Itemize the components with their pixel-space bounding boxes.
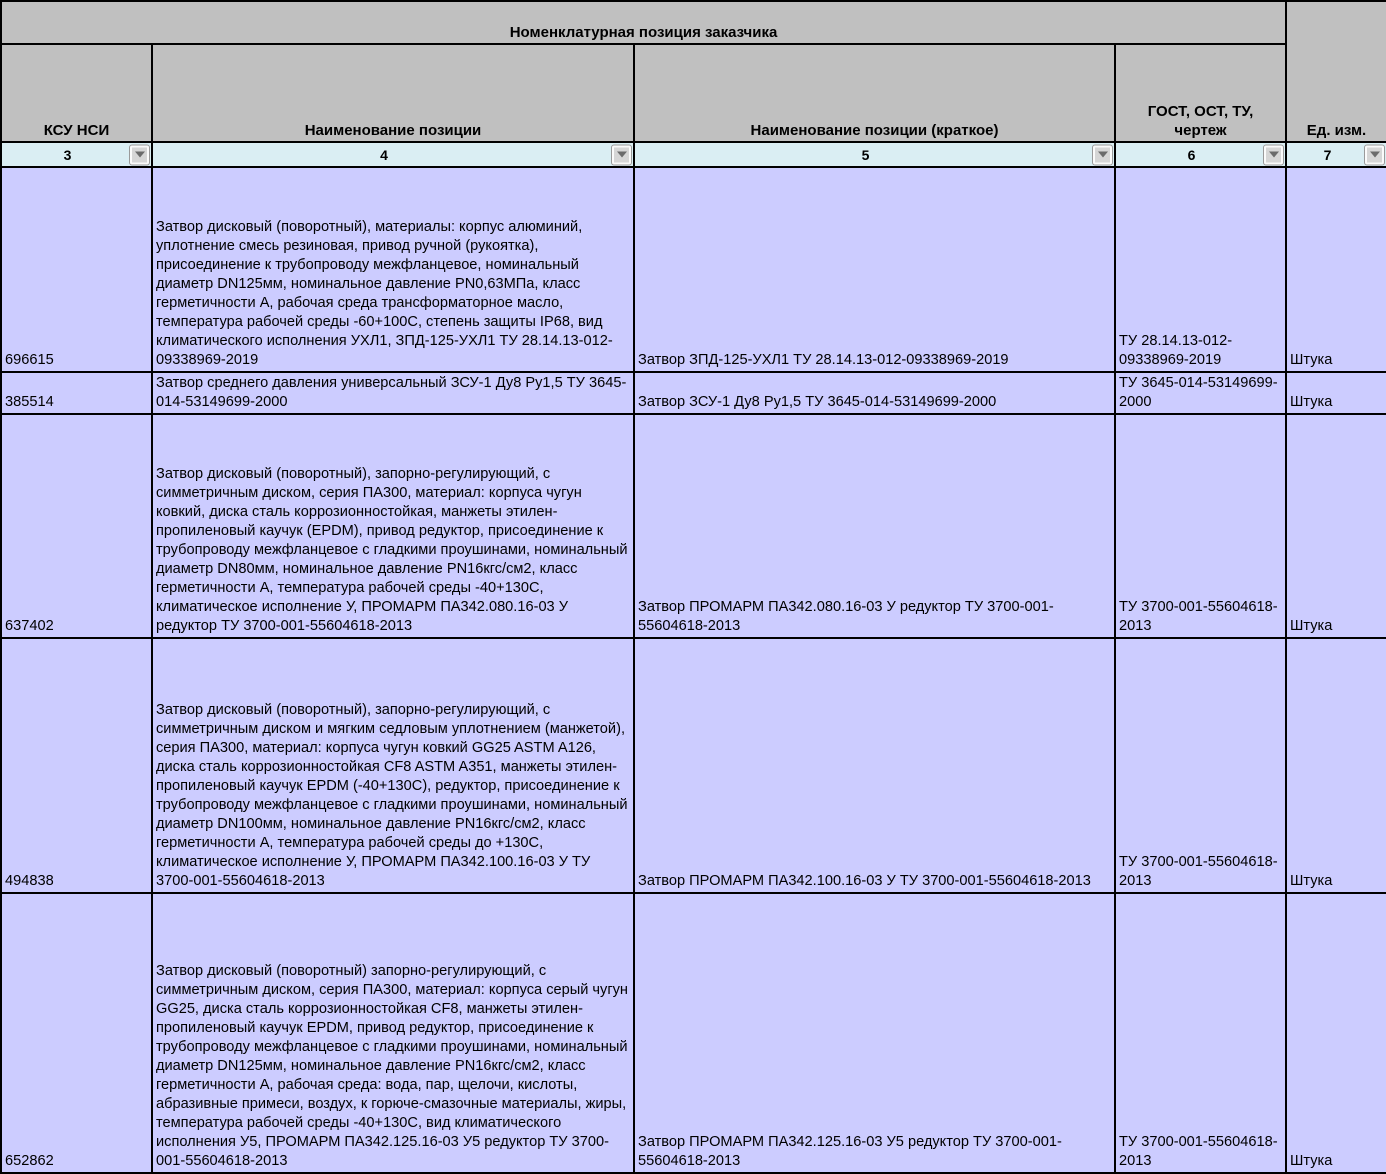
cell-gost[interactable]: ТУ 3700-001-55604618-2013 xyxy=(1115,638,1286,893)
col-header-short-name: Наименование позиции (краткое) xyxy=(634,44,1115,142)
filter-number: 3 xyxy=(63,146,72,163)
cell-unit[interactable]: Штука xyxy=(1286,372,1386,414)
table-row xyxy=(1,372,1386,414)
cell-unit[interactable]: Штука xyxy=(1286,414,1386,638)
cell-code[interactable]: 494838 xyxy=(1,638,152,893)
merged-header-cell: Номенклатурная позиция заказчика xyxy=(1,1,1286,44)
cell-name[interactable]: Затвор среднего давления универсальный ЗСУ-1 Ду8 Ру1,5 ТУ 3645-014-53149699-2000 xyxy=(152,372,634,414)
column-header-row xyxy=(1,44,1386,142)
chevron-down-icon xyxy=(1098,152,1108,158)
cell-unit[interactable]: Штука xyxy=(1286,893,1386,1173)
filter-number: 4 xyxy=(380,146,388,163)
cell-short-name[interactable]: Затвор ПРОМАРМ ПА342.125.16-03 У5 редуктор ТУ 3700-001-55604618-2013 xyxy=(634,893,1115,1173)
cell-short-name[interactable]: Затвор ПРОМАРМ ПА342.100.16-03 У ТУ 3700-001-55604618-2013 xyxy=(634,638,1115,893)
cell-short-name[interactable]: Затвор ЗСУ-1 Ду8 Ру1,5 ТУ 3645-014-53149699-2000 xyxy=(634,372,1115,414)
chevron-down-icon xyxy=(1269,152,1279,158)
cell-code[interactable]: 637402 xyxy=(1,414,152,638)
table-row xyxy=(1,638,1386,893)
autofilter-row xyxy=(1,142,1386,167)
filter-cell-name[interactable] xyxy=(152,142,634,167)
chevron-down-icon xyxy=(1370,152,1380,158)
cell-short-name[interactable]: Затвор ПРОМАРМ ПА342.080.16-03 У редуктор ТУ 3700-001-55604618-2013 xyxy=(634,414,1115,638)
filter-dropdown-button[interactable] xyxy=(612,145,631,164)
table-body xyxy=(1,167,1386,1173)
cell-unit[interactable]: Штука xyxy=(1286,167,1386,372)
cell-unit[interactable]: Штука xyxy=(1286,638,1386,893)
filter-cell-unit[interactable] xyxy=(1286,142,1386,167)
cell-code[interactable]: 652862 xyxy=(1,893,152,1173)
cell-gost[interactable]: ТУ 3700-001-55604618-2013 xyxy=(1115,414,1286,638)
cell-gost[interactable]: ТУ 3645-014-53149699-2000 xyxy=(1115,372,1286,414)
filter-number: 7 xyxy=(1323,146,1332,163)
table-row xyxy=(1,167,1386,372)
cell-name[interactable]: Затвор дисковый (поворотный), запорно-регулирующий, с симметричным диском, серия ПА300, материал: корпуса чугун ковкий, диска сталь коррозионностойкая, манжеты этилен-пропиленовый каучук (EPDM), привод редуктор, присоединение к трубопроводу межфланцевое с гладкими проушинами, номинальный диаметр DN80мм, номинальное давление PN16кгс/см2, класс герметичности А, температура рабочей среды -40+130С, климатическое исполнение У, ПРОМАРМ ПА342.080.16-03 У редуктор ТУ 3700-001-55604618-2013 xyxy=(152,414,634,638)
filter-dropdown-button[interactable] xyxy=(1093,145,1112,164)
filter-dropdown-button[interactable] xyxy=(1264,145,1283,164)
filter-number: 6 xyxy=(1187,146,1196,163)
cell-code[interactable]: 385514 xyxy=(1,372,152,414)
merged-header-row xyxy=(1,1,1386,44)
filter-cell-ksu-nsi[interactable] xyxy=(1,142,152,167)
cell-gost[interactable]: ТУ 3700-001-55604618-2013 xyxy=(1115,893,1286,1173)
cell-code[interactable]: 696615 xyxy=(1,167,152,372)
col-header-ksu-nsi: КСУ НСИ xyxy=(1,44,152,142)
col-header-gost: ГОСТ, ОСТ, ТУ, чертеж xyxy=(1115,44,1286,142)
cell-short-name[interactable]: Затвор ЗПД-125-УХЛ1 ТУ 28.14.13-012-09338969-2019 xyxy=(634,167,1115,372)
table-row xyxy=(1,414,1386,638)
cell-name[interactable]: Затвор дисковый (поворотный), материалы: корпус алюминий, уплотнение смесь резиновая, привод ручной (рукоятка), присоединение к трубопроводу межфланцевое, номинальный диаметр DN125мм, номинальное давление PN0,63МПа, класс герметичности А, рабочая среда трансформаторное масло, температура рабочей среды -60+100С, степень защиты IP68, вид климатического исполнения УХЛ1, ЗПД-125-УХЛ1 ТУ 28.14.13-012-09338969-2019 xyxy=(152,167,634,372)
filter-dropdown-button[interactable] xyxy=(1365,145,1384,164)
cell-name[interactable]: Затвор дисковый (поворотный) запорно-регулирующий, с симметричным диском, серия ПА300, материал: корпуса серый чугун GG25, диска сталь коррозионностойкая CF8, манжеты этилен-пропиленовый каучук EPDM, привод редуктор, присоединение к трубопроводу межфланцевое с гладкими проушинами, номинальный диаметр DN125мм, номинальное давление PN16кгс/см2, класс герметичности А, рабочая среда: вода, пар, щелочи, кислоты, абразивные примеси, воздух, к горюче-смазочные материалы, жиры, температура рабочей среды -40+130С, вид климатического исполнения У5, ПРОМАРМ ПА342.125.16-03 У5 редуктор ТУ 3700-001-55604618-2013 xyxy=(152,893,634,1173)
cell-name[interactable]: Затвор дисковый (поворотный), запорно-регулирующий, с симметричным диском и мягким седловым уплотнением (манжетой), серия ПА300, материал: корпуса чугун ковкий GG25 ASTM A126, диска сталь коррозионностойкая CF8 ASTM A351, манжеты этилен-пропиленовый каучук EPDM (-40+130С), редуктор, присоединение к трубопроводу межфланцевое с гладкими проушинами, номинальный диаметр DN100мм, номинальное давление PN16кгс/см2, класс герметичности А, температура рабочей среды до +130С, климатическое исполнение У, ПРОМАРМ ПА342.100.16-03 У ТУ 3700-001-55604618-2013 xyxy=(152,638,634,893)
cell-gost[interactable]: ТУ 28.14.13-012-09338969-2019 xyxy=(1115,167,1286,372)
filter-cell-gost[interactable] xyxy=(1115,142,1286,167)
chevron-down-icon xyxy=(617,152,627,158)
chevron-down-icon xyxy=(135,152,145,158)
filter-number: 5 xyxy=(861,146,870,163)
col-header-name: Наименование позиции xyxy=(152,44,634,142)
col-header-unit: Ед. изм. xyxy=(1286,1,1386,142)
filter-cell-short-name[interactable] xyxy=(634,142,1115,167)
filter-dropdown-button[interactable] xyxy=(130,145,149,164)
table-row xyxy=(1,893,1386,1173)
